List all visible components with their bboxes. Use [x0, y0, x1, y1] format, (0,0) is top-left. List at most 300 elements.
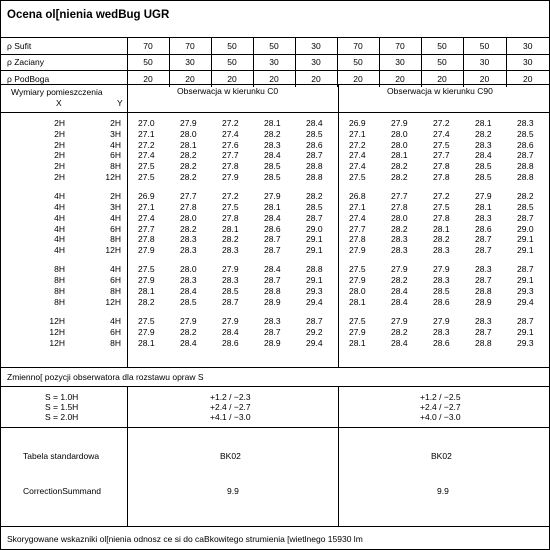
reflectance-value: 20: [379, 71, 421, 87]
ugr-value-c90: 28.3: [475, 212, 492, 223]
ugr-value-c90: 28.4: [475, 150, 492, 161]
table-row: [1, 202, 549, 213]
ugr-value-c0: 28.4: [264, 150, 281, 161]
ugr-value-c90: 28.3: [433, 326, 450, 337]
ugr-value-c0: 28.8: [306, 264, 323, 275]
room-dimension-y: 8H: [110, 234, 121, 245]
ugr-value-c90: 29.1: [517, 326, 534, 337]
ugr-value-c0: 28.4: [264, 264, 281, 275]
ugr-value-c0: 27.2: [138, 139, 155, 150]
ugr-value-c90: 27.4: [349, 161, 366, 172]
spacer: [127, 161, 138, 172]
ugr-value-c90: 28.8: [517, 171, 534, 182]
ugr-value-c90: 27.9: [349, 275, 366, 286]
room-dimension-y: 12H: [105, 245, 121, 256]
ugr-value-c90: 28.7: [517, 150, 534, 161]
ugr-value-c90: 29.1: [517, 234, 534, 245]
ugr-value-c90: 28.6: [433, 296, 450, 307]
ugr-value-c0: 27.9: [222, 315, 239, 326]
spacer: [127, 213, 138, 224]
spacer: [338, 191, 349, 202]
ugr-value-c90: 27.9: [475, 191, 492, 202]
correction-summand-label: CorrectionSummand: [23, 486, 101, 496]
spacer: [338, 264, 349, 275]
ugr-value-c0: 28.6: [264, 223, 281, 234]
ugr-value-c0: 27.2: [222, 118, 239, 128]
ugr-value-c90: 27.5: [433, 139, 450, 150]
ugr-value-c90: 27.1: [349, 128, 366, 139]
spacer: [338, 286, 349, 297]
reflectance-value: 20: [463, 71, 506, 87]
spacer: [338, 245, 349, 256]
reflectance-value: 50: [421, 54, 463, 71]
spacer: [1, 308, 549, 316]
spacer: [338, 224, 349, 235]
ugr-value-c90: 28.5: [433, 285, 450, 296]
ugr-value-c0: 28.4: [222, 326, 239, 337]
room-dimension-y: 6H: [110, 326, 121, 337]
room-dimension-y: 4H: [110, 139, 121, 150]
ugr-value-c90: 27.9: [391, 118, 408, 128]
reflectance-value: 50: [253, 38, 295, 55]
ugr-value-c0: 27.4: [138, 150, 155, 161]
ugr-value-c90: 29.0: [517, 223, 534, 234]
room-dimension-y: 6H: [110, 223, 121, 234]
table-row: [1, 150, 549, 161]
reflectance-value: 30: [253, 54, 295, 71]
ugr-value-c90: 28.7: [475, 275, 492, 286]
ugr-value-c90: 27.8: [433, 161, 450, 172]
variation-c90: +2.4 / −2.7: [420, 402, 461, 412]
reflectance-value: 70: [169, 38, 211, 55]
spacer: [127, 316, 138, 327]
room-dimension-x: 8H: [54, 285, 65, 296]
spacer: [127, 327, 138, 338]
spacer: [127, 234, 138, 245]
room-dimension-y: 12H: [105, 296, 121, 307]
ugr-value-c90: 28.5: [475, 161, 492, 172]
ugr-value-c90: 28.7: [517, 264, 534, 275]
room-dimension-x: 4H: [54, 223, 65, 234]
spacer: [338, 234, 349, 245]
reflectance-value: 70: [127, 38, 169, 55]
ugr-value-c0: 27.9: [180, 118, 197, 128]
ugr-value-c90: 28.4: [391, 285, 408, 296]
spacer: [1, 183, 549, 191]
reflectance-value: 50: [211, 54, 253, 71]
room-dimension-y: 4H: [110, 264, 121, 275]
ugr-value-c0: 28.8: [306, 171, 323, 182]
ugr-value-c90: 28.2: [517, 191, 534, 202]
reflectance-value: 50: [127, 54, 169, 71]
ugr-value-c90: 28.2: [391, 275, 408, 286]
ugr-value-c0: 27.7: [138, 223, 155, 234]
ugr-value-c90: 28.9: [475, 296, 492, 307]
room-dimension-x: 2H: [54, 128, 65, 139]
ugr-value-c90: 27.8: [349, 234, 366, 245]
spacer: [127, 286, 138, 297]
ugr-value-c0: 27.5: [222, 201, 239, 212]
ugr-value-c90: 27.9: [349, 245, 366, 256]
ugr-value-c0: 28.0: [180, 212, 197, 223]
spacer: [338, 150, 349, 161]
ugr-value-c0: 28.5: [264, 161, 281, 172]
table-row: [1, 118, 549, 129]
ugr-value-c0: 28.4: [306, 118, 323, 128]
ugr-value-c90: 28.1: [349, 337, 366, 348]
reflectance-value: 20: [295, 71, 337, 87]
ugr-value-c90: 28.2: [391, 171, 408, 182]
ugr-value-c90: 28.2: [433, 234, 450, 245]
spacer: [127, 191, 138, 202]
reflectance-row: [1, 38, 549, 55]
spacer: [127, 202, 138, 213]
reflectance-value: 20: [421, 71, 463, 87]
spacer: [127, 118, 138, 129]
standard-table-c0: BK02: [220, 451, 241, 461]
room-dimension-x: 8H: [54, 264, 65, 275]
ugr-value-c0: 28.4: [180, 285, 197, 296]
table-row: [1, 297, 549, 308]
room-dimension-y: 4H: [110, 212, 121, 223]
divider: [1, 427, 549, 428]
ugr-value-c90: 26.8: [349, 191, 366, 202]
table-row: [1, 286, 549, 297]
reflectance-value: 30: [463, 54, 506, 71]
ugr-value-c90: 28.3: [475, 315, 492, 326]
room-dimension-x: 4H: [54, 245, 65, 256]
table-row: [1, 161, 549, 172]
ugr-value-c90: 28.7: [475, 234, 492, 245]
group-spacer: [1, 183, 549, 191]
ugr-value-c90: 27.2: [433, 118, 450, 128]
dimension-x-label: X: [56, 98, 62, 108]
ugr-value-c0: 29.3: [306, 285, 323, 296]
ugr-value-c90: 27.8: [433, 171, 450, 182]
ugr-value-c0: 27.9: [180, 315, 197, 326]
reflectance-value: 20: [169, 71, 211, 87]
ugr-value-c0: 28.8: [306, 161, 323, 172]
spacer: [127, 297, 138, 308]
table-row: [1, 316, 549, 327]
spacer: [338, 213, 349, 224]
room-dimension-x: 2H: [54, 171, 65, 182]
ugr-value-c0: 28.1: [222, 223, 239, 234]
ugr-value-c90: 28.3: [391, 245, 408, 256]
ugr-value-c0: 27.8: [222, 212, 239, 223]
room-dimension-y: 8H: [110, 285, 121, 296]
spacer: [127, 275, 138, 286]
table-row: [1, 140, 549, 151]
ugr-value-c0: 28.6: [222, 337, 239, 348]
ugr-value-c90: 28.0: [349, 285, 366, 296]
ugr-value-c0: 28.3: [222, 275, 239, 286]
ugr-value-c0: 28.2: [180, 161, 197, 172]
reflectance-value: 20: [127, 71, 169, 87]
table-row: [1, 129, 549, 140]
ugr-value-c90: 29.1: [517, 275, 534, 286]
ugr-value-c0: 28.5: [306, 201, 323, 212]
reflectance-value: 30: [506, 54, 549, 71]
reflectance-value: 70: [379, 38, 421, 55]
standard-table-label: Tabela standardowa: [23, 451, 100, 461]
reflectance-label: ρ PodBoga: [1, 71, 127, 87]
ugr-value-c0: 28.7: [306, 212, 323, 223]
ugr-value-c0: 28.2: [306, 191, 323, 202]
ugr-value-c0: 29.1: [306, 275, 323, 286]
ugr-value-c0: 28.3: [180, 234, 197, 245]
spacer: [338, 172, 349, 183]
ugr-value-c0: 28.7: [264, 234, 281, 245]
table-row: [1, 213, 549, 224]
spacer: [1, 256, 549, 264]
ugr-value-c0: 27.9: [138, 275, 155, 286]
ugr-value-c0: 28.5: [180, 296, 197, 307]
reflectance-value: 70: [337, 38, 379, 55]
ugr-value-c0: 28.2: [222, 234, 239, 245]
ugr-value-c90: 27.9: [433, 264, 450, 275]
ugr-value-c90: 27.2: [433, 191, 450, 202]
ugr-value-c0: 28.7: [306, 315, 323, 326]
ugr-value-c0: 28.1: [180, 139, 197, 150]
spacer: [338, 161, 349, 172]
room-dimension-y: 12H: [105, 171, 121, 182]
reflectance-table: [1, 37, 549, 87]
ugr-value-c90: 27.1: [349, 201, 366, 212]
ugr-value-c0: 27.5: [138, 264, 155, 275]
ugr-value-c90: 29.3: [517, 285, 534, 296]
ugr-value-c90: 27.7: [349, 223, 366, 234]
ugr-value-c0: 28.4: [180, 337, 197, 348]
spacer: [338, 275, 349, 286]
ugr-value-c90: 28.7: [475, 245, 492, 256]
ugr-value-c0: 28.5: [264, 171, 281, 182]
variation-c0: +1.2 / −2.3: [210, 392, 251, 402]
correction-summand-c90: 9.9: [437, 486, 449, 496]
reflectance-value: 50: [211, 38, 253, 55]
room-dimension-x: 4H: [54, 201, 65, 212]
spacer: [127, 264, 138, 275]
group-spacer: [1, 308, 549, 316]
ugr-value-c0: 28.8: [264, 285, 281, 296]
ugr-value-c0: 27.8: [180, 201, 197, 212]
ugr-value-c90: 28.7: [517, 315, 534, 326]
ugr-value-c0: 27.5: [138, 161, 155, 172]
ugr-value-c90: 28.0: [391, 212, 408, 223]
ugr-value-c90: 28.5: [517, 128, 534, 139]
divider: [127, 386, 128, 526]
ugr-value-c0: 27.5: [138, 171, 155, 182]
room-dimension-x: 12H: [49, 315, 65, 326]
ugr-value-c0: 27.1: [138, 201, 155, 212]
divider: [1, 367, 549, 368]
reflectance-value: 20: [337, 71, 379, 87]
ugr-value-c0: 27.6: [222, 139, 239, 150]
ugr-value-c0: 29.4: [306, 337, 323, 348]
ugr-value-c0: 29.2: [306, 326, 323, 337]
ugr-value-c0: 27.9: [138, 326, 155, 337]
ugr-value-c0: 27.9: [222, 171, 239, 182]
ugr-value-c0: 27.9: [138, 245, 155, 256]
ugr-value-c90: 28.5: [475, 171, 492, 182]
ugr-value-c90: 28.3: [475, 264, 492, 275]
ugr-value-c90: 28.2: [475, 128, 492, 139]
ugr-value-c90: 26.9: [349, 118, 366, 128]
ugr-value-c90: 28.6: [475, 223, 492, 234]
spacing-label: S = 2.0H: [45, 412, 79, 422]
ugr-value-c0: 27.8: [222, 161, 239, 172]
table-row: [1, 191, 549, 202]
spacing-label: S = 1.5H: [45, 402, 79, 412]
ugr-value-c90: 29.3: [517, 337, 534, 348]
divider: [338, 386, 339, 526]
variation-c0: +4.1 / −3.0: [210, 412, 251, 422]
ugr-value-c90: 28.8: [517, 161, 534, 172]
ugr-value-c0: 28.7: [264, 275, 281, 286]
ugr-value-c0: 27.4: [138, 212, 155, 223]
ugr-value-c0: 27.4: [222, 128, 239, 139]
ugr-value-c0: 28.3: [180, 275, 197, 286]
ugr-value-c0: 28.9: [264, 296, 281, 307]
spacer: [338, 327, 349, 338]
ugr-value-c90: 27.9: [433, 315, 450, 326]
room-dimension-x: 12H: [49, 326, 65, 337]
room-dimension-y: 6H: [110, 275, 121, 286]
spacer: [338, 118, 349, 129]
table-row: [1, 264, 549, 275]
ugr-value-c90: 27.9: [391, 315, 408, 326]
spacing-label: S = 1.0H: [45, 392, 79, 402]
room-dimension-x: 4H: [54, 234, 65, 245]
reflectance-value: 50: [463, 38, 506, 55]
ugr-value-c0: 28.5: [222, 285, 239, 296]
table-row: [1, 234, 549, 245]
reflectance-value: 30: [379, 54, 421, 71]
ugr-value-c90: 27.7: [391, 191, 408, 202]
ugr-value-c0: 28.1: [138, 337, 155, 348]
ugr-value-c90: 27.2: [349, 139, 366, 150]
standard-table-c90: BK02: [431, 451, 452, 461]
ugr-value-c0: 29.1: [306, 234, 323, 245]
room-dimension-x: 4H: [54, 191, 65, 202]
ugr-value-c0: 29.1: [306, 245, 323, 256]
ugr-value-c90: 28.6: [433, 337, 450, 348]
ugr-value-c0: 28.2: [264, 128, 281, 139]
ugr-value-c0: 28.3: [264, 139, 281, 150]
ugr-value-c0: 27.0: [138, 118, 155, 128]
ugr-value-c90: 28.3: [433, 275, 450, 286]
ugr-value-c90: 27.5: [433, 201, 450, 212]
reflectance-value: 20: [253, 71, 295, 87]
ugr-value-c0: 27.9: [264, 191, 281, 202]
room-dimension-y: 3H: [110, 128, 121, 139]
ugr-value-c90: 28.3: [475, 139, 492, 150]
ugr-value-c90: 28.2: [391, 223, 408, 234]
ugr-value-c0: 28.3: [264, 315, 281, 326]
ugr-value-c0: 28.7: [222, 296, 239, 307]
room-dimension-x: 4H: [54, 212, 65, 223]
ugr-value-c0: 28.2: [180, 171, 197, 182]
observation-c90-header: Obserwacja w kierunku C90: [387, 86, 493, 96]
ugr-value-c0: 29.0: [306, 223, 323, 234]
spacer: [127, 140, 138, 151]
ugr-value-c90: 29.4: [517, 296, 534, 307]
ugr-value-c0: 27.7: [180, 191, 197, 202]
room-dimension-y: 2H: [110, 191, 121, 202]
ugr-value-c90: 28.1: [475, 201, 492, 212]
room-dimension-y: 3H: [110, 201, 121, 212]
variation-c90: +1.2 / −2.5: [420, 392, 461, 402]
ugr-value-c0: 27.7: [222, 150, 239, 161]
dimensions-label: Wymiary pomieszczenia: [11, 87, 103, 97]
ugr-value-c90: 28.3: [391, 234, 408, 245]
ugr-value-c90: 27.4: [349, 150, 366, 161]
table-row: [1, 172, 549, 183]
variation-c90: +4.0 / −3.0: [420, 412, 461, 422]
report-title: Ocena ol[nienia wedBug UGR: [7, 9, 170, 21]
dimension-y-label: Y: [117, 98, 123, 108]
table-row: [1, 338, 549, 349]
room-dimension-x: 2H: [54, 118, 65, 128]
ugr-value-c90: 28.1: [349, 296, 366, 307]
spacer: [127, 245, 138, 256]
room-dimension-y: 2H: [110, 118, 121, 128]
footer-note: Skorygowane wskazniki ol[nienia odnosz ce si do caBkowitego strumienia [wietlnego 15930 lm: [7, 534, 363, 544]
ugr-value-c0: 28.2: [138, 296, 155, 307]
ugr-value-c90: 28.3: [433, 245, 450, 256]
ugr-value-c90: 27.7: [433, 150, 450, 161]
spacer: [127, 172, 138, 183]
ugr-value-c90: 28.1: [391, 150, 408, 161]
ugr-value-c0: 28.3: [180, 245, 197, 256]
reflectance-value: 50: [337, 54, 379, 71]
ugr-value-c90: 27.9: [391, 264, 408, 275]
ugr-value-c90: 28.4: [391, 296, 408, 307]
spacer: [127, 129, 138, 140]
ugr-value-c0: 28.2: [180, 150, 197, 161]
ugr-values-table: [1, 118, 549, 348]
ugr-value-c0: 28.1: [138, 285, 155, 296]
spacer: [127, 338, 138, 349]
divider: [1, 386, 549, 387]
ugr-value-c0: 26.9: [138, 191, 155, 202]
ugr-value-c90: 29.1: [517, 245, 534, 256]
spacer: [127, 150, 138, 161]
room-dimension-x: 12H: [49, 337, 65, 348]
ugr-value-c90: 27.5: [349, 171, 366, 182]
ugr-value-c90: 27.8: [433, 212, 450, 223]
group-spacer: [1, 256, 549, 264]
divider: [1, 84, 549, 85]
table-row: [1, 245, 549, 256]
ugr-value-c90: 28.2: [391, 326, 408, 337]
ugr-value-c90: 28.3: [517, 118, 534, 128]
divider: [1, 526, 549, 527]
spacer: [338, 297, 349, 308]
table-row: [1, 327, 549, 338]
ugr-value-c0: 28.2: [180, 223, 197, 234]
reflectance-value: 30: [295, 38, 337, 55]
spacer: [338, 129, 349, 140]
room-dimension-y: 6H: [110, 150, 121, 161]
reflectance-value: 20: [211, 71, 253, 87]
divider: [1, 112, 549, 113]
ugr-value-c90: 27.4: [433, 128, 450, 139]
reflectance-value: 30: [506, 38, 549, 55]
variation-header: Zmienno[ pozycji obserwatora dla rozstawu opraw S: [7, 372, 204, 382]
room-dimension-x: 2H: [54, 139, 65, 150]
spacer: [127, 224, 138, 235]
